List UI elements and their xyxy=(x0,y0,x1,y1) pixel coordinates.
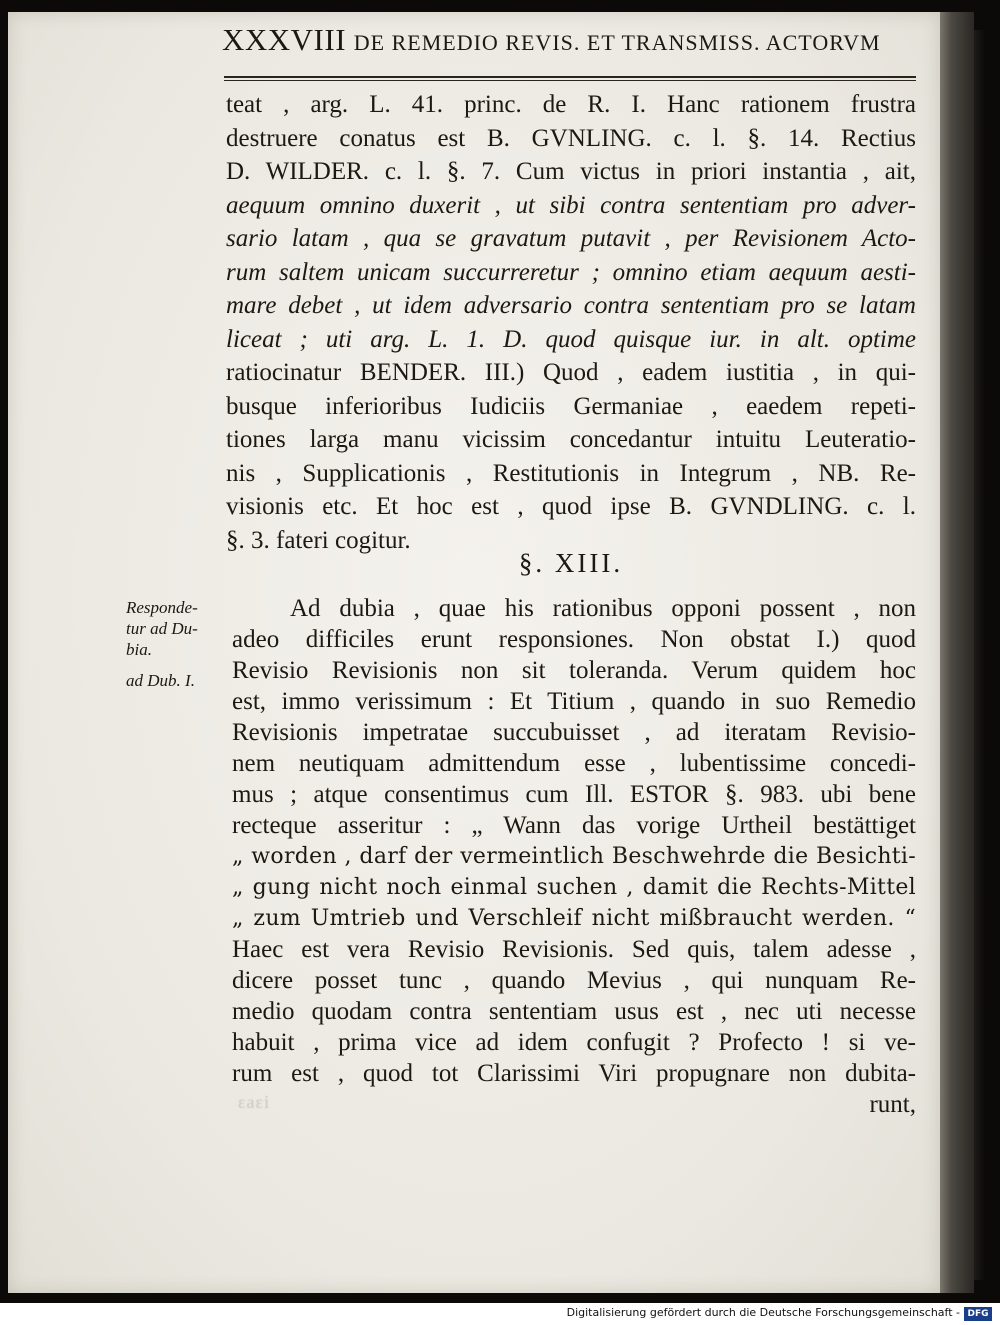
margin-note: ad Dub. I. xyxy=(126,671,195,690)
text-line: medio quodam contra sententiam usus est , nec uti necesse xyxy=(232,998,916,1025)
text-line: Revisio Revisionis non sit toleranda. Verum quidem hoc xyxy=(232,657,916,684)
text-line: destruere conatus est B. GVNLING. c. l. §. 14. Rectius xyxy=(226,124,916,152)
text-line: „ worden , darf der vermeintlich Beschwehrde die Besichti- xyxy=(232,844,916,869)
text-line: mus ; atque consentimus cum Ill. ESTOR §. 983. ubi bene xyxy=(232,781,916,808)
text-line: Ad dubia , quae his rationibus opponi possent , non xyxy=(290,595,916,622)
text-line: rum saltem unicam succurreretur ; omnino etiam aequum aesti- xyxy=(226,258,916,286)
text-line: liceat ; uti arg. L. 1. D. quod quisque iur. in alt. optime xyxy=(226,325,916,353)
header-rule xyxy=(224,76,916,78)
running-head xyxy=(222,22,922,70)
footer-credit: Digitalisierung gefördert durch die Deutsche Forschungsgemeinschaft - xyxy=(566,1306,960,1319)
text-line: Revisionis impetratae succubuisset , ad iteratam Revisio- xyxy=(232,719,916,746)
dfg-logo: DFG xyxy=(964,1307,992,1321)
section-heading: §. XIII. xyxy=(518,548,624,578)
page-number: XXXVIII xyxy=(222,22,347,57)
text-line: mare debet , ut idem adversario contra sententiam pro se latam xyxy=(226,292,916,319)
text-line: nis , Supplicationis , Restitutionis in Integrum , NB. Re- xyxy=(226,459,916,487)
header-rule-thin xyxy=(224,80,916,81)
text-line: adeo difficiles erunt responsiones. Non obstat I.) quod xyxy=(232,626,916,653)
text-line: aequum omnino duxerit , ut sibi contra sententiam pro adver- xyxy=(226,191,916,219)
text-line: rum est , quod tot Clarissimi Viri propugnare non dubita- xyxy=(232,1060,916,1087)
text-line: visionis etc. Et hoc est , quod ipse B. GVNDLING. c. l. xyxy=(226,493,916,520)
faint-signature-mark: ɛaɛi xyxy=(238,1092,271,1112)
text-line: teat , arg. L. 41. princ. de R. I. Hanc rationem frustra xyxy=(226,91,916,118)
text-line: sario latam , qua se gravatum putavit , per Revisionem Acto- xyxy=(226,225,916,252)
text-line: est, immo verissimum : Et Titium , quando in suo Remedio xyxy=(232,688,916,715)
margin-note: tur ad Du- xyxy=(126,619,198,638)
margin-note: bia. xyxy=(126,640,152,659)
text-line: tiones larga manu vicissim concedantur intuitu Leuteratio- xyxy=(226,426,916,453)
text-line: busque inferioribus Iudiciis Germaniae , eaedem repeti- xyxy=(226,392,916,420)
running-title: DE REMEDIO REVIS. ET TRANSMISS. ACTORVM xyxy=(353,30,881,55)
text-line: recteque asseritur : „ Wann das vorige Urtheil bestättiget xyxy=(232,812,916,839)
catchword: runt, xyxy=(869,1091,916,1118)
margin-note: Responde- xyxy=(126,598,198,617)
text-line: habuit , prima vice ad idem confugit ? Profecto ! si ve- xyxy=(232,1029,916,1056)
text-line: „ gung nicht noch einmal suchen , damit die Rechts-Mittel xyxy=(232,875,916,900)
page-edge xyxy=(940,12,974,1293)
footer-bar xyxy=(0,1303,1000,1325)
binding-shadow xyxy=(974,30,986,1280)
text-line: dicere posset tunc , quando Mevius , qui nunquam Re- xyxy=(232,967,916,994)
text-line: ratiocinatur BENDER. III.) Quod , eadem iustitia , in qui- xyxy=(226,359,916,386)
text-line: D. WILDER. c. l. §. 7. Cum victus in priori instantia , ait, xyxy=(226,158,916,185)
text-line: „ zum Umtrieb und Verschleif nicht mißbraucht werden. “ xyxy=(232,906,916,931)
text-line: §. 3. fateri cogitur. xyxy=(226,526,411,554)
text-line: Haec est vera Revisio Revisionis. Sed quis, talem adesse , xyxy=(232,936,916,963)
text-line: nem neutiquam admittendum esse , lubentissime concedi- xyxy=(232,750,916,777)
